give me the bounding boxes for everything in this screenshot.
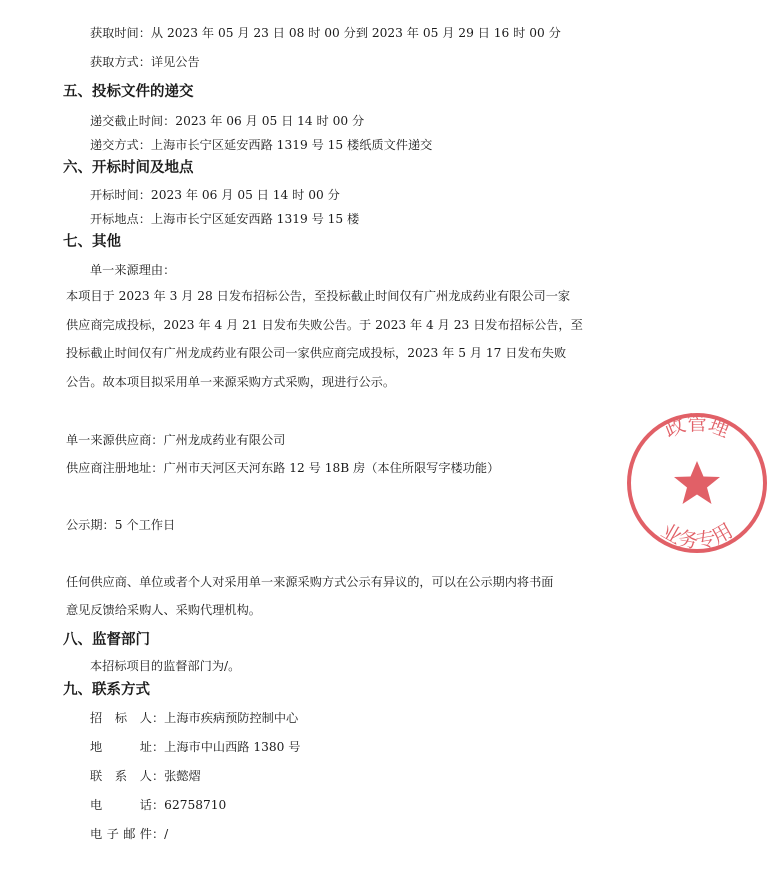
contact-label: 电子邮件: [90, 827, 152, 841]
supervision-text: 本招标项目的监督部门为/。: [90, 659, 241, 673]
contact-label: 地址: [90, 740, 152, 754]
obtain-method: 获取方式：详见公告: [90, 55, 200, 69]
contact-label: 联系人: [90, 769, 152, 783]
opening-time: 开标时间：2023 年 06 月 05 日 14 时 00 分: [90, 188, 340, 202]
objection-line: 任何供应商、单位或者个人对采用单一来源采购方式公示有异议的，可以在公示期内将书面: [66, 575, 554, 589]
reason-label: 单一来源理由：: [90, 263, 176, 277]
contact-row: [90, 796, 226, 814]
reason-line: 供应商完成投标，2023 年 4 月 21 日发布失败公告。于 2023 年 4 月 23 日发布招标公告，至: [66, 318, 583, 332]
notice-period: 公示期：5 个工作日: [66, 518, 176, 532]
seal-text-bottom: 业务专用: [657, 518, 737, 554]
contact-label: 电话: [90, 798, 152, 812]
submit-method: 递交方式：上海市长宁区延安西路 1319 号 15 楼纸质文件递交: [90, 138, 433, 152]
section5-heading: 五、投标文件的递交: [63, 84, 194, 100]
reason-line: 公告。故本项目拟采用单一来源采购方式采购，现进行公示。: [66, 375, 396, 389]
obtain-time: 获取时间：从 2023 年 05 月 23 日 08 时 00 分到 2023 年 05 月 29 日 16 时 00 分: [90, 26, 561, 40]
official-seal: [622, 408, 737, 558]
supplier-address: 供应商注册地址：广州市天河区天河东路 12 号 18B 房（本住所限写字楼功能）: [66, 461, 500, 475]
contact-row: [90, 709, 298, 727]
seal-text-top: 政管理: [661, 411, 733, 443]
star-icon: [674, 461, 720, 504]
contact-row: [90, 825, 168, 843]
contact-value: ：上海市中山西路 1380 号: [152, 740, 301, 754]
contact-value: ：62758710: [152, 798, 227, 812]
reason-line: 本项目于 2023 年 3 月 28 日发布招标公告，至投标截止时间仅有广州龙成药业有限公司一家: [66, 289, 571, 303]
reason-line: 投标截止时间仅有广州龙成药业有限公司一家供应商完成投标，2023 年 5 月 17 日发布失败: [66, 346, 567, 360]
objection-line: 意见反馈给采购人、采购代理机构。: [66, 603, 261, 617]
contact-label: 招标人: [90, 711, 152, 725]
section9-heading: 九、联系方式: [63, 682, 150, 698]
contact-row: [90, 767, 201, 785]
section7-heading: 七、其他: [63, 234, 121, 250]
contact-value: ：/: [152, 827, 169, 841]
contact-row: [90, 738, 300, 756]
contact-value: ：张懿熠: [152, 769, 201, 783]
opening-place: 开标地点：上海市长宁区延安西路 1319 号 15 楼: [90, 212, 360, 226]
submit-deadline: 递交截止时间：2023 年 06 月 05 日 14 时 00 分: [90, 114, 365, 128]
contact-value: ：上海市疾病预防控制中心: [152, 711, 299, 725]
section6-heading: 六、开标时间及地点: [63, 160, 194, 176]
section8-heading: 八、监督部门: [63, 632, 150, 648]
single-source-supplier: 单一来源供应商：广州龙成药业有限公司: [66, 433, 286, 447]
